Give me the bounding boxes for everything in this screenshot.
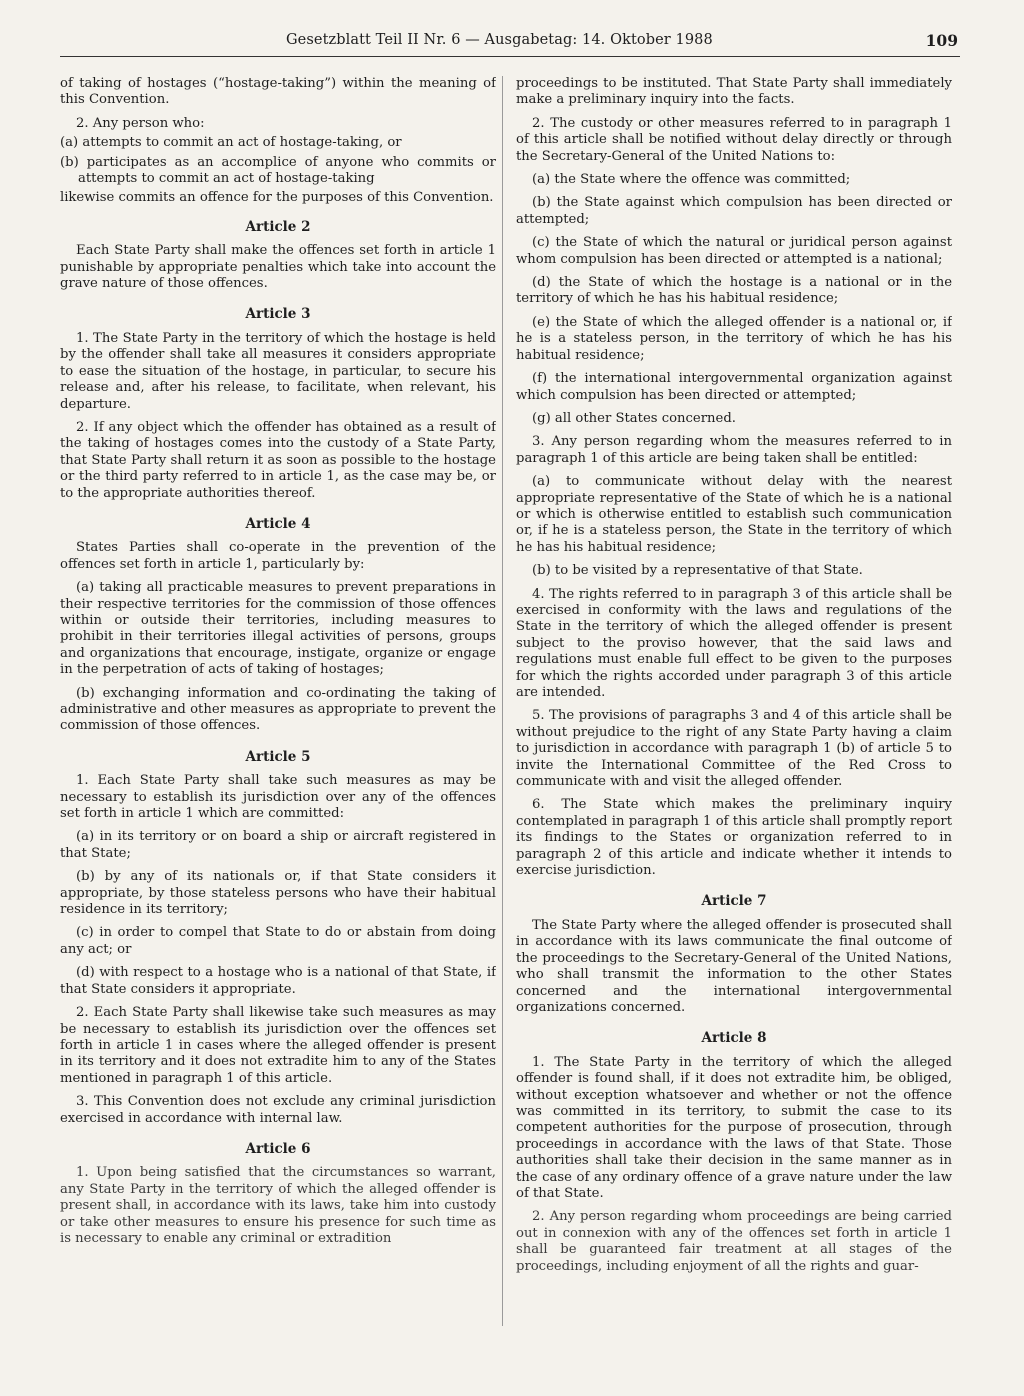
article-6-paragraph-1-end: proceedings to be instituted. That State Party shall immediately make a preliminary inquiry into the facts. <box>516 76 952 108</box>
article-4-item-a: (a) taking all practicable measures to prevent preparations in their respective territories for the commission of those offences within or outside their territories, including measures to prohibit in their territories illegal activities of persons, groups and organizations that encourage, instigate, organize or engage in the perpetration of acts of taking of hostages; <box>60 580 496 678</box>
page-number: 109 <box>925 31 958 50</box>
intro-continuation: of taking of hostages (“hostage-taking”) within the meaning of this Convention. <box>60 76 496 108</box>
article-5-item-d: (d) with respect to a hostage who is a national of that State, if that State considers it appropriate. <box>60 965 496 997</box>
column-divider <box>502 76 503 1326</box>
article-6-item-f: (f) the international intergovernmental organization against which compulsion has been directed or attempted; <box>516 371 952 403</box>
article-2-heading: Article 2 <box>245 218 311 235</box>
article-6-item-g: (g) all other States concerned. <box>532 410 736 426</box>
article-5-paragraph-1: 1. Each State Party shall take such measures as may be necessary to establish its jurisdiction over any of the offences set forth in article 1 which are committed: <box>60 773 496 822</box>
article-5-item-a: (a) in its territory or on board a ship or aircraft registered in that State; <box>60 829 496 861</box>
article-3-heading: Article 3 <box>245 306 311 323</box>
article-6-paragraph-2-lead: 2. The custody or other measures referred to in paragraph 1 of this article shall be notified without delay directly or through the Secretary-General of the United Nations to: <box>516 115 952 164</box>
article-6-item-c: (c) the State of which the natural or juridical person against whom compulsion has been directed or attempted is a national; <box>516 235 952 267</box>
article-6-item-a: (a) the State where the offence was committed; <box>532 172 851 188</box>
article-6-heading: Article 6 <box>245 1140 311 1157</box>
intro-item-a: (a) attempts to commit an act of hostage-taking, or <box>60 135 402 151</box>
article-4-item-b: (b) exchanging information and co-ordinating the taking of administrative and other measures as appropriate to prevent the commission of those offences. <box>60 685 496 734</box>
page-header <box>60 30 960 57</box>
article-3-paragraph-2: 2. If any object which the offender has obtained as a result of the taking of hostages comes into the custody of a State Party, that State Party shall return it as soon as possible to the hostage or the third party referred to in article 1, as the case may be, or to the appropriate authorities thereof. <box>60 419 496 501</box>
article-5-item-b: (b) by any of its nationals or, if that State considers it appropriate, by those stateless persons who have their habitual residence in its territory; <box>60 869 496 918</box>
article-7-text: The State Party where the alleged offender is prosecuted shall in accordance with its laws communicate the final outcome of the proceedings to the Secretary-General of the United Nations, who shall transmit the information to the other States concerned and the international intergovernmental organizations concerned. <box>516 917 952 1015</box>
intro-paragraph-2-lead: 2. Any person who: <box>76 115 205 131</box>
article-6-item-d: (d) the State of which the hostage is a national or in the territory of which he has his habitual residence; <box>516 275 952 307</box>
article-6-paragraph-3-item-b: (b) to be visited by a representative of that State. <box>532 563 863 579</box>
article-8-paragraph-1: 1. The State Party in the territory of which the alleged offender is found shall, if it does not extradite him, be obliged, without exception whatsoever and whether or not the offence was committed in its territory, to submit the case to its competent authorities for the purpose of prosecution, through proceedings in accordance with the laws of that State. Those authorities shall take their decision in the same manner as in the case of any ordinary offence of a grave nature under the law of that State. <box>516 1054 952 1201</box>
article-3-paragraph-1: 1. The State Party in the territory of which the hostage is held by the offender shall take all measures it considers appropriate to ease the situation of the hostage, in particular, to secure his release and, after his release, to facilitate, when relevant, his departure. <box>60 330 496 412</box>
article-6-paragraph-5: 5. The provisions of paragraphs 3 and 4 of this article shall be without prejudice to the right of any State Party having a claim to jurisdiction in accordance with paragraph 1 (b) of article 5 to invite the International Committee of the Red Cross to communicate with and visit the alleged offender. <box>516 708 952 790</box>
article-5-paragraph-2: 2. Each State Party shall likewise take such measures as may be necessary to establish its jurisdiction over the offences set forth in article 1 in cases where the alleged offender is present in its territory and it does not extradite him to any of the States mentioned in paragraph 1 of this article. <box>60 1005 496 1086</box>
article-6-paragraph-4: 4. The rights referred to in paragraph 3 of this article shall be exercised in conformity with the laws and regulations of the State in the territory of which the alleged offender is present subject to the proviso however, that the said laws and regulations must enable full effect to be given to the purposes for which the rights accorded under paragraph 3 of this article are intended. <box>516 586 952 700</box>
intro-item-b: (b) participates as an accomplice of anyone who commits or attempts to commit an act of hostage-taking <box>60 154 496 187</box>
header-title: Gesetzblatt Teil II Nr. 6 — Ausgabetag: 14. Oktober 1988 <box>286 32 713 48</box>
article-5-paragraph-3: 3. This Convention does not exclude any criminal jurisdiction exercised in accordance with internal law. <box>60 1094 496 1126</box>
article-4-lead: States Parties shall co-operate in the prevention of the offences set forth in article 1, particularly by: <box>60 540 496 572</box>
left-column <box>60 76 496 1376</box>
article-4-heading: Article 4 <box>245 515 311 532</box>
article-5-heading: Article 5 <box>245 748 311 765</box>
article-6-item-e: (e) the State of which the alleged offender is a national or, if he is a stateless person, in the territory of which he has his habitual residence; <box>516 314 952 363</box>
article-6-paragraph-3-lead: 3. Any person regarding whom the measures referred to in paragraph 1 of this article are being taken shall be entitled: <box>516 434 952 466</box>
article-6-paragraph-3-item-a: (a) to communicate without delay with the nearest appropriate representative of the State of which he is a national or which is otherwise entitled to establish such communication or, if he is a stateless person, the State in the territory of which he has his habitual residence; <box>516 474 952 555</box>
article-8-paragraph-2-start: 2. Any person regarding whom proceedings are being carried out in connexion with any of the offences set forth in article 1 shall be guaranteed fair treatment at all stages of the proceedings, including enjoyment of all the rights and guar- <box>516 1209 952 1274</box>
right-column <box>516 76 952 1376</box>
article-8-heading: Article 8 <box>701 1030 767 1047</box>
article-6-paragraph-1-start: 1. Upon being satisfied that the circumstances so warrant, any State Party in the territory of which the alleged offender is present shall, in accordance with its laws, take him into custody or take other measures to ensure his presence for such time as is necessary to enable any criminal or extradition <box>60 1165 496 1246</box>
article-6-item-b: (b) the State against which compulsion has been directed or attempted; <box>516 195 952 227</box>
article-2-text: Each State Party shall make the offences set forth in article 1 punishable by appropriate penalties which take into account the grave nature of those offences. <box>60 243 496 292</box>
article-6-paragraph-6: 6. The State which makes the preliminary inquiry contemplated in paragraph 1 of this article shall promptly report its findings to the States or organization referred to in paragraph 2 of this article and indicate whether it intends to exercise jurisdiction. <box>516 797 952 879</box>
intro-tail: likewise commits an offence for the purposes of this Convention. <box>60 190 494 206</box>
article-5-item-c: (c) in order to compel that State to do or abstain from doing any act; or <box>60 925 496 957</box>
article-7-heading: Article 7 <box>701 893 767 910</box>
